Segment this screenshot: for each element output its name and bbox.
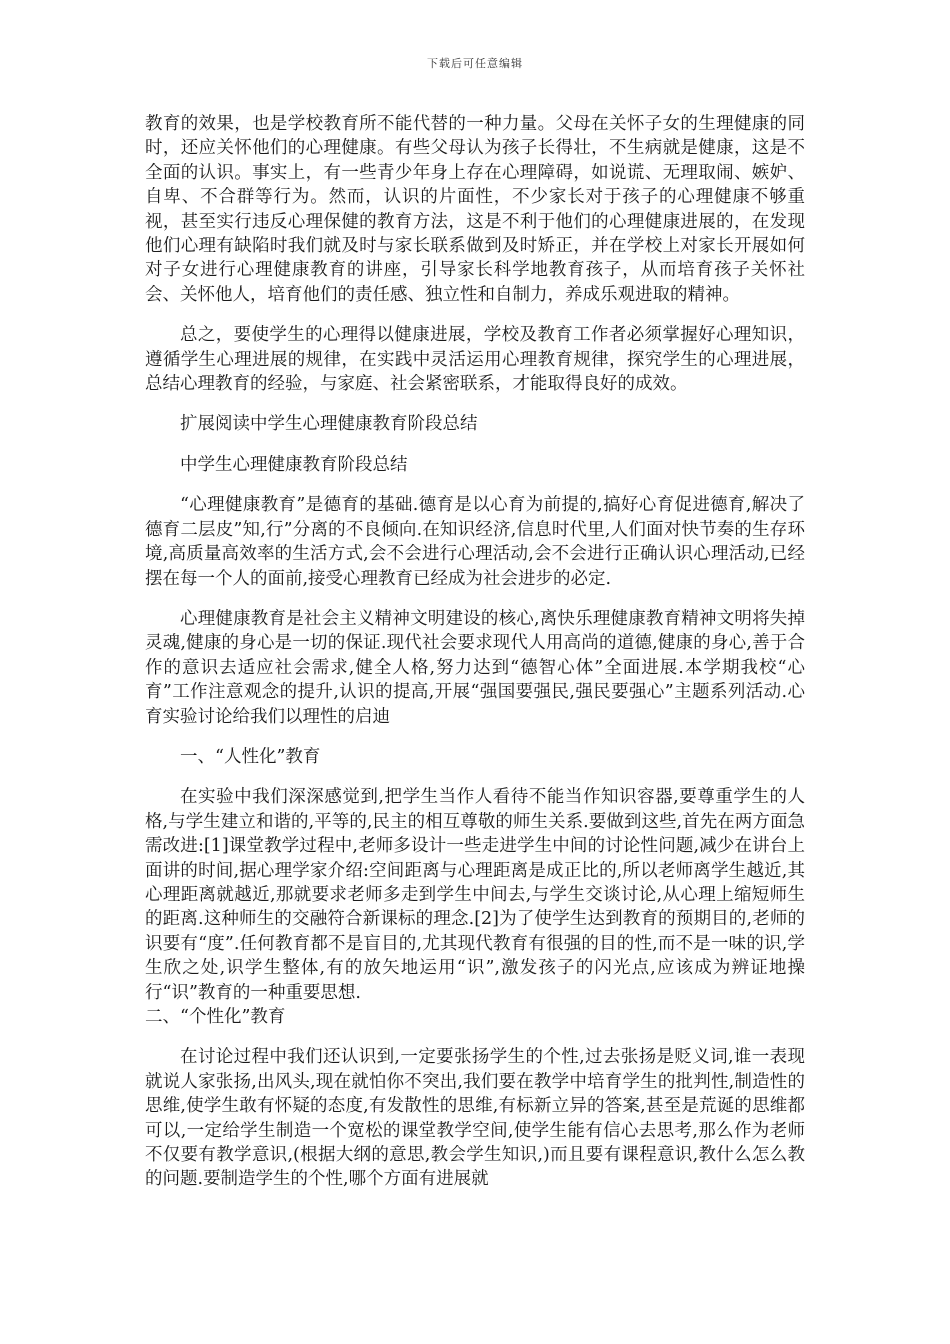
paragraph: 在讨论过程中我们还认识到,一定要张扬学生的个性,过去张扬是贬义词,谁一表现就说人家张扬,出风头,现在就怕你不突出,我们要在教学中培育学生的批判性,制造性的思维,使学生敢有怀疑的态度,有发散性的思维,有标新立异的答案,甚至是荒诞的思维都可以,一定给学生制造一个宽松的课堂教学空间,使学生能有信心去思考,那么作为老师不仅要有教学意识,(根据大纲的意思,教会学生知识,)而且要有课程意识,教什么怎么教的问题.要制造学生的个性,哪个方面有进展就 (145, 1047, 805, 1190)
page-header: 下载后可任意编辑 (427, 57, 523, 70)
paragraph: 在实验中我们深深感觉到,把学生当作人看待不能当作知识容器,要尊重学生的人格,与学生建立和谐的,平等的,民主的相互尊敬的师生关系.要做到这些,首先在两方面急需改进:[1]课堂教学过程中,老师多设计一些走进学生中间的讨论性问题,减少在讲台上面讲的时间,据心理学家介绍:空间距离与心理距离是成正比的,所以老师离学生越近,其心理距离就越近,那就要求老师多走到学生中间去,与学生交谈讨论,从心理上缩短师生的距离.这种师生的交融符合新课标的理念.[2]为了使学生达到教育的预期目的,老师的识要有“度”.任何教育都不是盲目的,尤其现代教育有很强的目的性,而不是一味的识,学生欣之处,识学生整体,有的放矢地运用“识”,激发孩子的闪光点,应该成为辨证地操行“识”教育的一种重要思想. (145, 787, 805, 1003)
paragraph: “心理健康教育”是德育的基础.德育是以心育为前提的,搞好心育促进德育,解决了德育二层皮”知,行”分离的不良倾向.在知识经济,信息时代里,人们面对快节奏的生存环境,高质量高效率的生活方式,会不会进行心理活动,会不会进行正确认识心理活动,已经摆在每一个人的面前,接受心理教育已经成为社会进步的必定. (145, 495, 805, 589)
document-body (145, 112, 805, 1208)
section-heading: 扩展阅读中学生心理健康教育阶段总结 (180, 414, 478, 435)
section-heading: 二、“个性化”教育 (145, 1007, 286, 1027)
paragraph: 教育的效果，也是学校教育所不能代替的一种力量。父母在关怀子女的生理健康的同时，还应关怀他们的心理健康。有些父母认为孩子长得壮，不生病就是健康，这是不全面的认识。事实上，有一些青少年身上存在心理障碍，如说谎、无理取闹、嫉妒、自卑、不合群等行为。然而，认识的片面性，不少家长对于孩子的心理健康不够重视，甚至实行违反心理保健的教育方法，这是不利于他们的心理健康进展的，在发现他们心理有缺陷时我们就及时与家长联系做到及时矫正，并在学校上对家长开展如何对子女进行心理健康教育的讲座，引导家长科学地教育孩子，从而培育孩子关怀社会、关怀他人，培育他们的责任感、独立性和自制力，养成乐观进取的精神。 (145, 114, 805, 305)
section-heading: 一、“人性化”教育 (180, 746, 321, 767)
paragraph: 心理健康教育是社会主义精神文明建设的核心,离快乐理健康教育精神文明将失掉灵魂,健康的身心是一切的保证.现代社会要求现代人用高尚的道德,健康的身心,善于合作的意识去适应社会需求,健全人格,努力达到“德智心体”全面进展.本学期我校“心育”工作注意观念的提升,认识的提高,开展“强国要强民,强民要强心”主题系列活动.心育实验讨论给我们以理性的启迪 (145, 608, 805, 727)
paragraph: 总之，要使学生的心理得以健康进展，学校及教育工作者必须掌握好心理知识，遵循学生心理进展的规律，在实践中灵活运用心理教育规律，探究学生的心理进展，总结心理教育的经验，与家庭、社会紧密联系，才能取得良好的成效。 (145, 325, 805, 395)
section-heading: 中学生心理健康教育阶段总结 (180, 454, 408, 475)
